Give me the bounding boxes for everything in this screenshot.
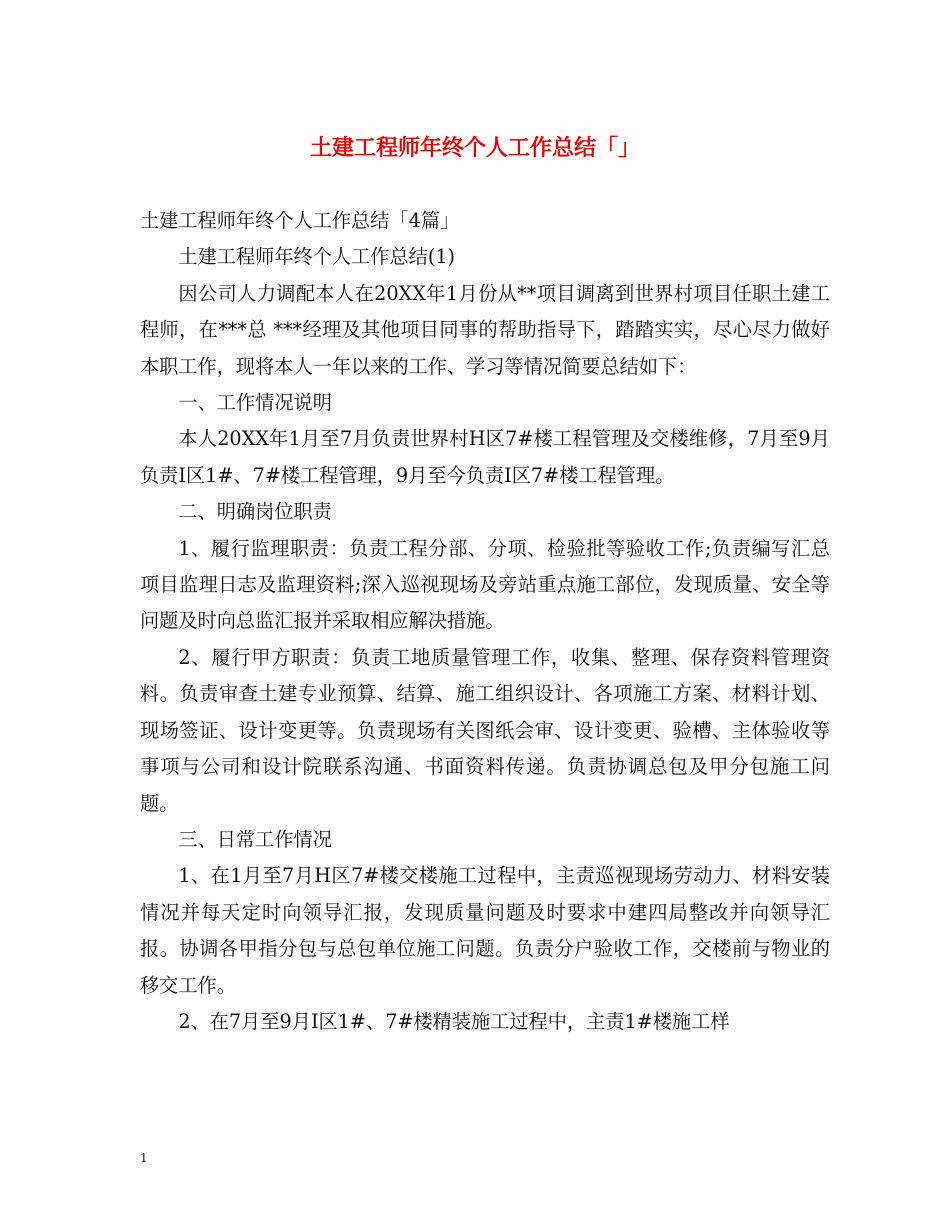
owner-duties-paragraph: 2、履行甲方职责：负责工地质量管理工作，收集、整理、保存资料管理资料。负责审查土建专业预算、结算、施工组织设计、各项施工方案、材料计划、现场签证、设计变更等。负责现场有关图纸会审、设计变更、验槽、主体验收等事项与公司和设计院联系沟通、书面资料传递。负责协调总包及甲分包施工问题。 — [140, 645, 830, 815]
section-heading-paragraph: 土建工程师年终个人工作总结(1) — [178, 245, 456, 269]
page-number: 1 — [140, 1151, 148, 1165]
work-situation-paragraph: 本人20XX年1月至7月负责世界村H区7#楼工程管理及交楼维修，7月至9月负责I区1#、7#楼工程管理，9月至今负责I区7#楼工程管理。 — [140, 427, 830, 487]
supervision-duties-paragraph: 1、履行监理职责：负责工程分部、分项、检验批等验收工作;负责编写汇总项目监理日志及监理资料;深入巡视现场及旁站重点施工部位，发现质量、安全等问题及时向总监汇报并采取相应解决措施。 — [140, 536, 830, 633]
subtitle-paragraph: 土建工程师年终个人工作总结「4篇」 — [140, 209, 460, 232]
daily-work-paragraph-1: 1、在1月至7月H区7#楼交楼施工过程中，主责巡视现场劳动力、材料安装情况并每天定时向领导汇报，发现质量问题及时要求中建四局整改并向领导汇报。协调各甲指分包与总包单位施工问题。负责分户验收工作，交楼前与物业的移交工作。 — [140, 864, 830, 997]
document-body — [140, 203, 830, 1040]
daily-work-paragraph-2: 2、在7月至9月I区1#、7#楼精装施工过程中，主责1#楼施工样 — [178, 1009, 730, 1033]
document-title: 土建工程师年终个人工作总结「」 — [309, 135, 640, 161]
heading-work-situation: 一、工作情况说明 — [178, 391, 332, 415]
intro-paragraph: 因公司人力调配本人在20XX年1月份从**项目调离到世界村项目任职土建工程师，在***总 ***经理及其他项目同事的帮助指导下，踏踏实实，尽心尽力做好本职工作，现将本人一年以来的工作、学习等情况简要总结如下： — [140, 281, 830, 378]
heading-job-duties: 二、明确岗位职责 — [178, 500, 332, 524]
heading-daily-work: 三、日常工作情况 — [178, 827, 332, 851]
